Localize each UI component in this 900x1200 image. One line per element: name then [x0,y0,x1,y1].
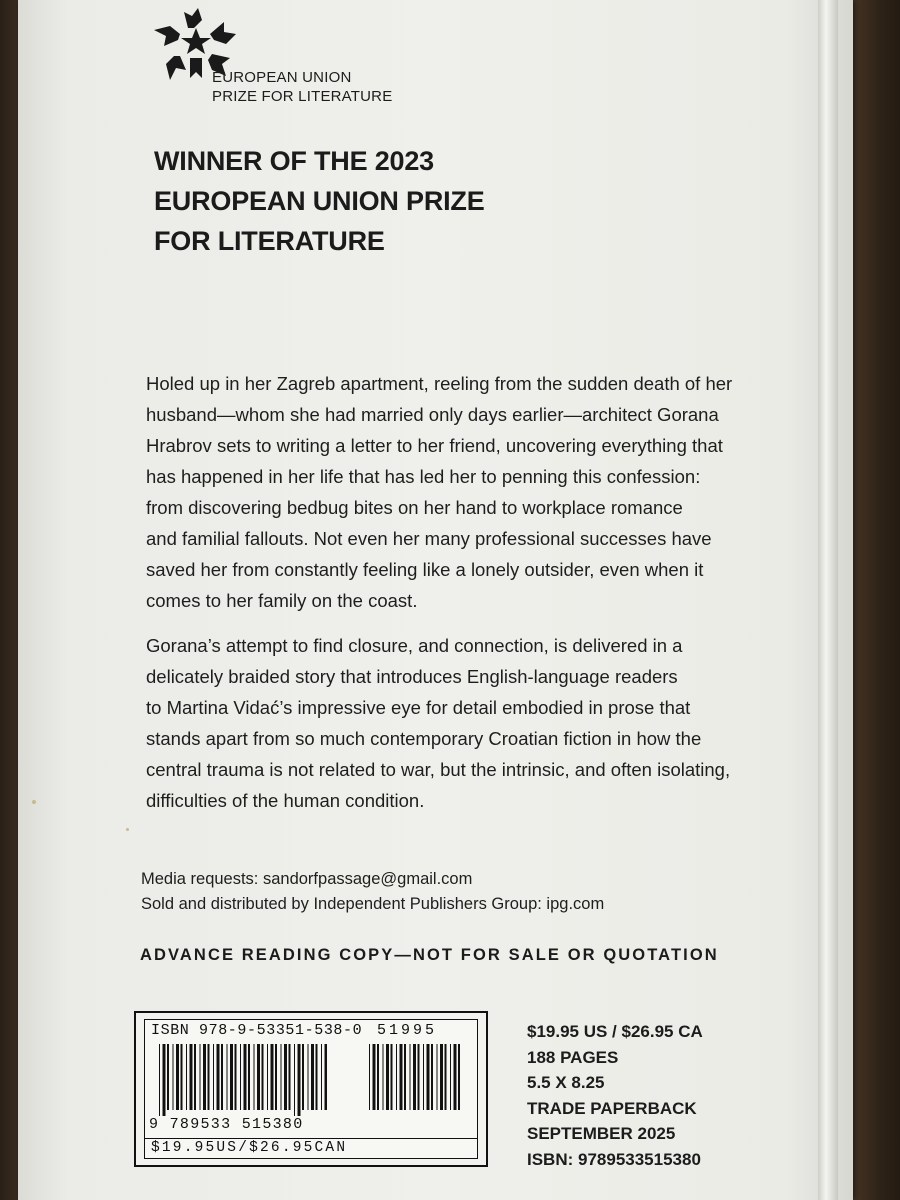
barcode-bar [298,1044,301,1116]
spec-format: TRADE PAPERBACK [527,1098,697,1118]
book-specs [527,1019,703,1172]
barcode-bar [321,1044,322,1110]
barcode-bar [427,1044,430,1110]
ean-barcode [159,1044,327,1116]
barcode-bar [400,1044,403,1110]
blurb-line: comes to her family on the coast. [146,590,418,611]
barcode-bar [262,1044,264,1110]
barcode-bar [386,1044,389,1110]
barcode-bar [450,1044,451,1110]
blurb-line: central trauma is not related to war, but the intrinsic, and often isolating, [146,759,731,780]
headline-line: WINNER OF THE 2023 [154,146,434,176]
blurb-line: Holed up in her Zagreb apartment, reeling from the sudden death of her [146,373,733,394]
blurb-line: saved her from constantly feeling like a lonely outsider, even when it [146,559,704,580]
barcode-bar [373,1044,376,1110]
media-requests: Media requests: sandorfpassage@gmail.com [141,870,473,888]
barcode-bar [181,1044,183,1110]
barcode-digits: 9 789533 515380 [149,1116,304,1133]
wooden-table [848,0,900,1200]
barcode-bar [275,1044,277,1110]
barcode-bar [458,1044,460,1110]
contact-info [141,867,604,917]
barcode-bar [227,1044,228,1110]
barcode-bar [217,1044,220,1110]
blurb-line: and familial fallouts. Not even her many professional successes have [146,528,712,549]
barcode-bar [173,1044,174,1110]
barcode-bar [159,1044,160,1116]
barcode-bar [289,1044,291,1110]
blurb-line: has happened in her life that has led her to penning this confession: [146,466,701,487]
prize-name-line: EUROPEAN UNION [212,69,352,86]
barcode-bar [230,1044,233,1110]
advance-copy-notice: ADVANCE READING COPY—NOT FOR SALE OR QUOTATION [140,946,719,964]
blurb-line: difficulties of the human condition. [146,790,425,811]
barcode-bar [437,1044,438,1110]
addon-barcode [369,1044,465,1116]
barcode-bar [369,1044,370,1110]
barcode-bar [404,1044,406,1110]
barcode-panel [144,1019,478,1159]
blurb-line: Hrabrov sets to writing a letter to her friend, uncovering everything that [146,435,723,456]
barcode-bar [294,1044,295,1116]
barcode-bar [308,1044,309,1110]
barcode-bar [213,1044,214,1110]
barcode-bar [410,1044,411,1110]
headline-line: FOR LITERATURE [154,226,385,256]
paper-speck [126,828,129,831]
winner-headline [154,141,485,261]
blurb-paragraph-2 [146,630,794,816]
book-spine-edge [818,0,838,1200]
spec-price: $19.95 US / $26.95 CA [527,1022,703,1041]
blurb-line: delicately braided story that introduces English-language readers [146,666,678,687]
blurb-line: husband—whom she had married only days earlier—architect Gorana [146,404,719,425]
barcode-bar [311,1044,314,1110]
barcode-bar [163,1044,166,1116]
barcode-bar [445,1044,447,1110]
spec-isbn: ISBN: 9789533515380 [527,1149,701,1169]
barcode-bar [267,1044,268,1110]
barcode-bar [325,1044,328,1110]
barcode-bar [377,1044,379,1110]
spec-pages: 188 PAGES [527,1047,619,1067]
distribution-note: Sold and distributed by Independent Publishers Group: ipg.com [141,895,605,913]
barcode-bar [194,1044,196,1110]
barcode-bar [257,1044,260,1110]
barcode-bar [431,1044,433,1110]
prize-name-line: PRIZE FOR LITERATURE [212,88,393,105]
spec-pub-date: SEPTEMBER 2025 [527,1124,676,1143]
barcode-bar [221,1044,223,1110]
barcode-bar [244,1044,247,1110]
barcode-bar [454,1044,457,1110]
barcode-bar [235,1044,237,1110]
barcode-bar [396,1044,397,1110]
prize-name [212,68,392,106]
headline-line: EUROPEAN UNION PRIZE [154,186,485,216]
barcode-bar [200,1044,201,1110]
barcode-bar [254,1044,255,1110]
paper-speck [32,800,36,804]
barcode-bar [391,1044,393,1110]
barcode-bar [413,1044,416,1110]
barcode-bar [440,1044,443,1110]
barcode-bar [190,1044,193,1110]
barcode-bar [418,1044,420,1110]
barcode-bar [302,1044,304,1110]
barcode-bar [284,1044,287,1110]
barcode-bar [281,1044,282,1110]
barcode-bar [316,1044,318,1110]
barcode-bar [271,1044,274,1110]
blurb-line: stands apart from so much contemporary Croatian fiction in how the [146,728,702,749]
barcode-box [134,1011,488,1167]
barcode-bar [167,1044,169,1110]
blurb-line: from discovering bedbug bites on her hand to workplace romance [146,497,683,518]
blurb-paragraph-1 [146,368,794,616]
blurb-line: to Martina Vidać́’s impressive eye for detail embodied in prose that [146,697,691,718]
barcode-isbn-label: ISBN 978-9-53351-538-0 [151,1022,363,1039]
blurb-line: Gorana’s attempt to find closure, and connection, is delivered in a [146,635,683,656]
barcode-bar [423,1044,424,1110]
barcode-bar [248,1044,250,1110]
barcode-bar [186,1044,187,1110]
barcode-bar [383,1044,384,1110]
barcode-bar [240,1044,241,1110]
spec-trim-size: 5.5 X 8.25 [527,1073,605,1092]
book-back-cover [18,0,853,1200]
barcode-bar [208,1044,210,1110]
barcode-addon-number: 51995 [377,1022,438,1039]
barcode-bar [203,1044,206,1110]
barcode-price: $19.95US/$26.95CAN [145,1138,477,1157]
barcode-bar [176,1044,179,1110]
